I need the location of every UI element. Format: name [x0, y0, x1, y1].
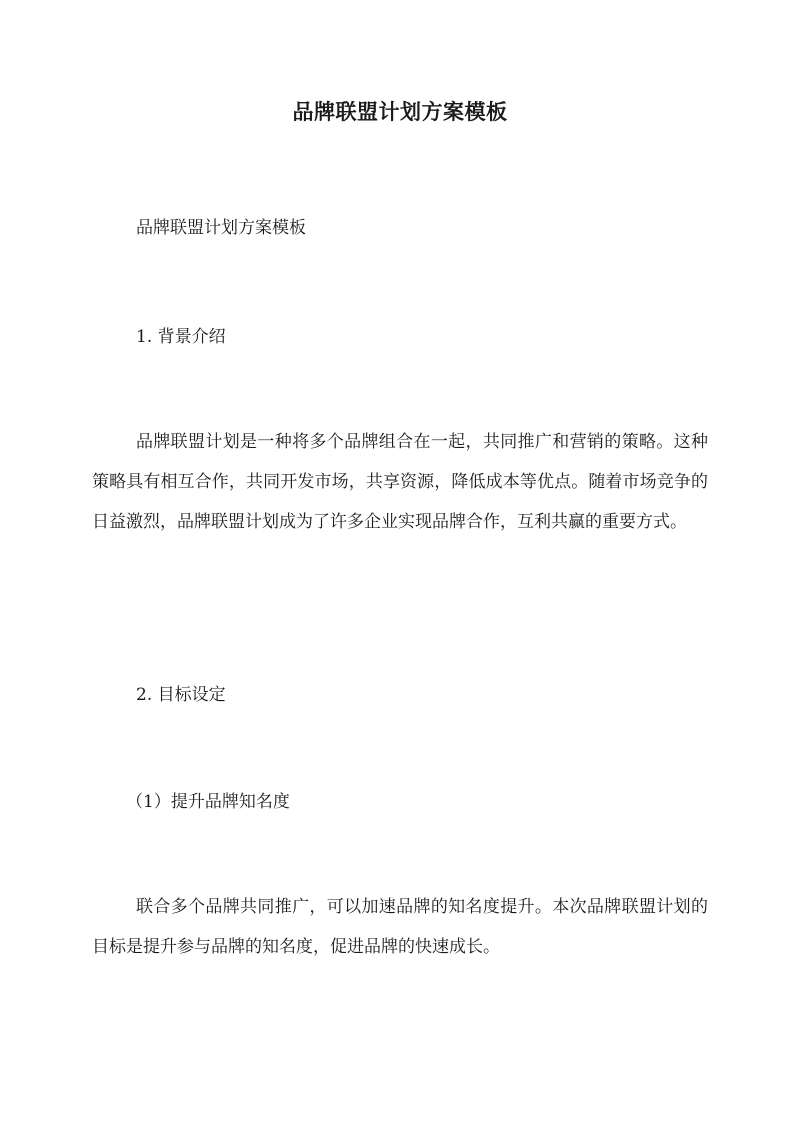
document-title: 品牌联盟计划方案模板	[292, 99, 508, 124]
section-2-heading: 2. 目标设定	[136, 685, 226, 705]
section-1-heading: 1. 背景介绍	[136, 327, 226, 347]
section-2-paragraph: 联合多个品牌共同推广，可以加速品牌的知名度提升。本次品牌联盟计划的目标是提升参与品牌的知名度，促进品牌的快速成长。	[92, 897, 708, 957]
section-1-paragraph: 品牌联盟计划是一种将多个品牌组合在一起，共同推广和营销的策略。这种策略具有相互合作，共同开发市场，共享资源，降低成本等优点。随着市场竞争的日益激烈，品牌联盟计划成为了许多企业实现品牌合作，互利共赢的重要方式。	[92, 432, 708, 532]
document-subtitle: 品牌联盟计划方案模板	[136, 218, 306, 238]
section-2-subheading: （1）提升品牌知名度	[126, 792, 290, 812]
